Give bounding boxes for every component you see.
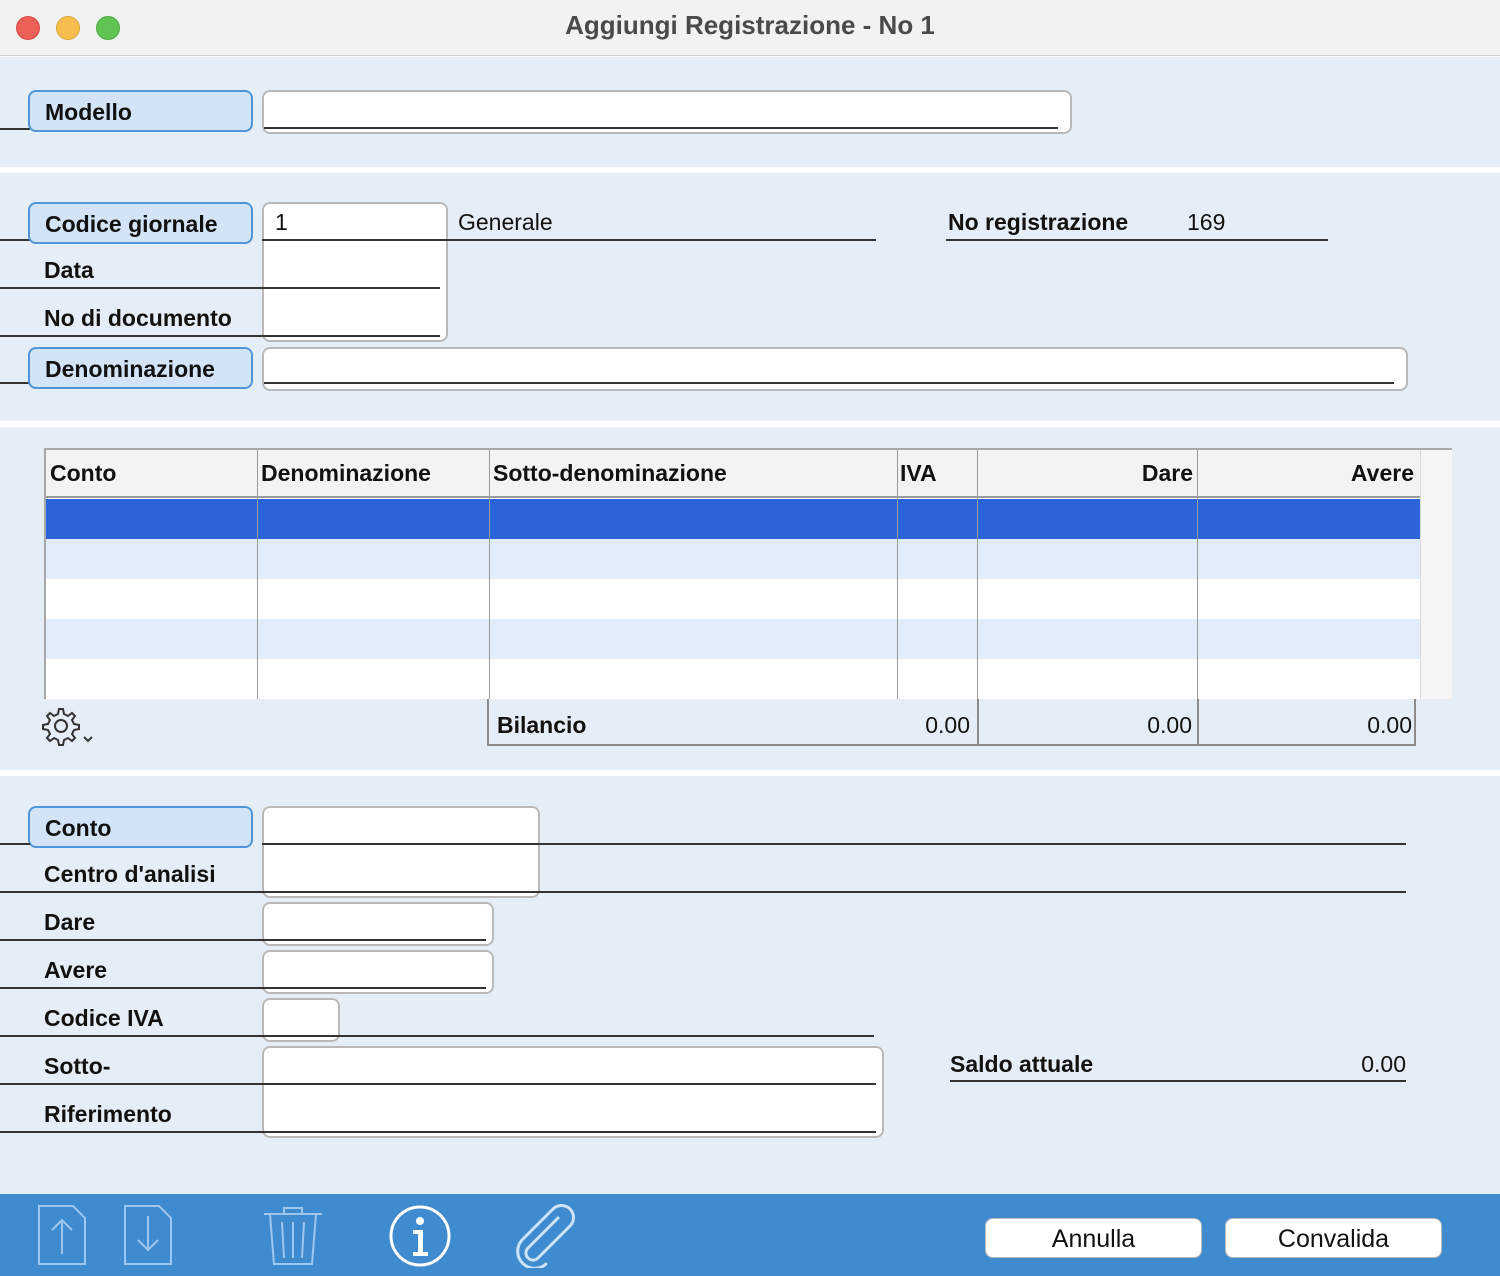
data-underline	[0, 287, 440, 289]
move-down-icon	[122, 1204, 174, 1266]
avere-label: Avere	[44, 957, 108, 983]
move-down-button[interactable]	[122, 1204, 174, 1271]
column-sotto-denominazione[interactable]: Sotto-denominazione	[493, 460, 727, 486]
table-header	[46, 450, 1420, 498]
move-up-icon	[36, 1204, 88, 1266]
bilancio-iva-total: 0.00	[925, 712, 970, 738]
no-registrazione-value: 169	[1187, 209, 1226, 235]
move-up-button[interactable]	[36, 1204, 88, 1271]
window-title: Aggiungi Registrazione - No 1	[565, 10, 935, 40]
column-conto[interactable]: Conto	[50, 460, 117, 486]
column-dare[interactable]: Dare	[1141, 460, 1193, 486]
totals-divider	[1197, 699, 1199, 744]
giornale-name: Generale	[458, 209, 553, 235]
riferimento-label: Riferimento	[44, 1101, 172, 1127]
table-settings-button[interactable]	[42, 707, 96, 747]
conto-left-underline	[0, 843, 30, 845]
entries-table[interactable]	[44, 448, 1452, 699]
denominazione-field-underline	[264, 382, 1394, 384]
table-row[interactable]	[46, 499, 1420, 539]
conto-button[interactable]: Conto	[28, 806, 253, 848]
data-label: Data	[44, 257, 94, 283]
column-divider	[489, 450, 490, 699]
column-denominazione[interactable]: Denominazione	[261, 460, 431, 486]
bilancio-row	[487, 699, 1416, 746]
codice-giornale-line	[262, 239, 876, 241]
centro-analisi-input[interactable]	[275, 861, 530, 889]
conto-input[interactable]	[275, 813, 530, 841]
denominazione-field[interactable]	[262, 347, 1408, 391]
dare-underline	[0, 939, 486, 941]
saldo-attuale-underline	[950, 1080, 1406, 1082]
modello-button[interactable]: Modello	[28, 90, 253, 132]
bottom-toolbar	[0, 1194, 1500, 1276]
gear-icon	[42, 707, 96, 747]
saldo-attuale-label: Saldo attuale	[950, 1051, 1094, 1077]
table-row[interactable]	[46, 579, 1420, 619]
table-row[interactable]	[46, 539, 1420, 579]
modello-field-underline	[264, 127, 1058, 129]
sotto-input[interactable]	[275, 1053, 865, 1081]
bilancio-avere-total: 0.00	[1367, 712, 1412, 738]
trash-icon	[262, 1204, 324, 1266]
bilancio-label: Bilancio	[497, 712, 587, 738]
modello-underline	[0, 128, 30, 130]
no-documento-underline	[0, 335, 440, 337]
title-bar	[0, 0, 1500, 56]
table-row[interactable]	[46, 659, 1420, 699]
bilancio-dare-total: 0.00	[1147, 712, 1192, 738]
codice-giornale-button[interactable]: Codice giornale	[28, 202, 253, 244]
no-registrazione-label: No registrazione	[948, 209, 1129, 235]
dare-label: Dare	[44, 909, 96, 935]
column-divider	[897, 450, 898, 699]
centro-analisi-label: Centro d'analisi	[44, 861, 216, 887]
denominazione-button[interactable]: Denominazione	[28, 347, 253, 389]
codice-giornale-input[interactable]: 1	[275, 209, 288, 235]
riferimento-input[interactable]	[275, 1101, 865, 1129]
column-iva[interactable]: IVA	[900, 460, 937, 486]
info-button[interactable]	[388, 1204, 452, 1273]
codice-iva-label: Codice IVA	[44, 1005, 164, 1031]
column-divider	[977, 450, 978, 699]
delete-button[interactable]	[262, 1204, 324, 1271]
totals-divider	[977, 699, 979, 744]
info-icon	[388, 1204, 452, 1268]
paperclip-icon	[512, 1204, 580, 1268]
attachment-button[interactable]	[512, 1204, 580, 1273]
table-scrollbar[interactable]	[1420, 450, 1452, 699]
column-divider	[257, 450, 258, 699]
column-avere[interactable]: Avere	[1350, 460, 1414, 486]
sotto-underline	[0, 1083, 876, 1085]
codice-iva-underline	[0, 1035, 874, 1037]
cancel-button[interactable]: Annulla	[985, 1218, 1202, 1258]
centro-analisi-underline	[0, 891, 1406, 893]
table-row[interactable]	[46, 619, 1420, 659]
registration-fields-group	[262, 202, 448, 342]
codice-giornale-underline	[0, 239, 30, 241]
column-divider	[1197, 450, 1198, 699]
denominazione-left-underline	[0, 382, 30, 384]
sotto-label: Sotto-	[44, 1053, 111, 1079]
avere-underline	[0, 987, 486, 989]
saldo-attuale-value: 0.00	[1361, 1051, 1406, 1077]
conto-underline	[262, 843, 1406, 845]
confirm-button[interactable]: Convalida	[1225, 1218, 1442, 1258]
no-registrazione-underline	[946, 239, 1328, 241]
riferimento-underline	[0, 1131, 876, 1133]
no-documento-label: No di documento	[44, 305, 232, 331]
